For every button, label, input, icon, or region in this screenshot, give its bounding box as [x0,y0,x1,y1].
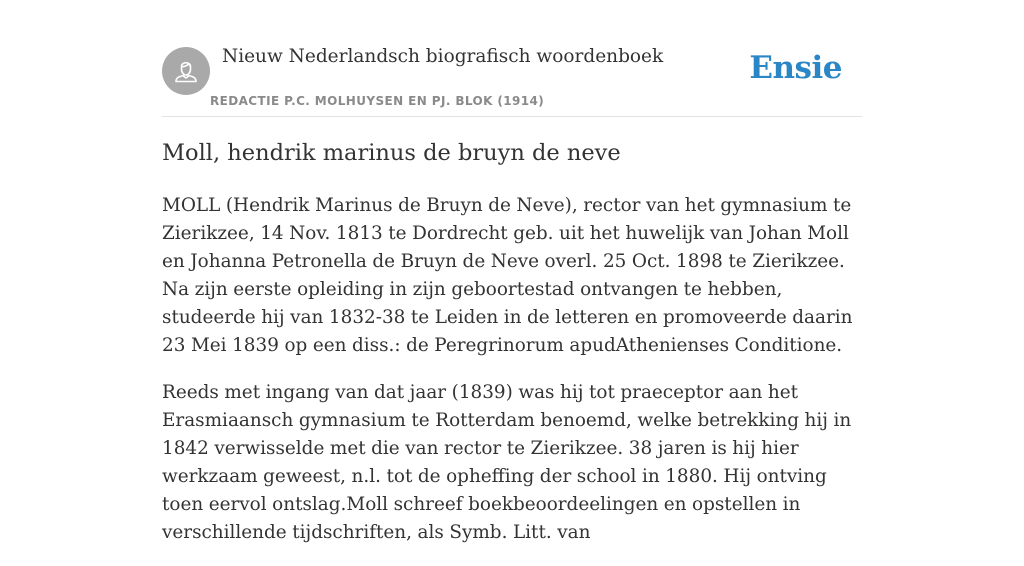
source-avatar[interactable] [162,47,210,95]
source-header [162,0,862,117]
entry-paragraph: Reeds met ingang van dat jaar (1839) was hij tot praeceptor aan het Erasmiaansch gymnasium te Rotterdam benoemd, welke betrekking hij in 1842 verwisselde met die van rector te Zierikzee. 38 jaren is hij hier werkzaam geweest, n.l. tot de opheffing der school in 1880. Hij ontving toen eervol ontslag.Moll schreef boekbeoordeelingen en opstellen in verschillende tijdschriften, als Symb. Litt. van [162,382,852,543]
entry-title: Moll, hendrik marinus de bruyn de neve [162,140,621,166]
entry-paragraph: MOLL (Hendrik Marinus de Bruyn de Neve), rector van het gymnasium te Zierikzee, 14 Nov. 1813 te Dordrecht geb. uit het huwelijk van Johan Moll en Johanna Petronella de Bruyn de Neve overl. 25 Oct. 1898 te Zierikzee. Na zijn eerste opleiding in zijn geboortestad ontvangen te hebben, studeerde hij van 1832-38 te Leiden in de letteren en promoveerde daarin 23 Mei 1839 op een diss.: de Peregrinorum apudAthenienses Conditione. [162,195,853,356]
person-icon [162,47,210,95]
ensie-logo[interactable]: Ensie [749,50,842,86]
source-title[interactable]: Nieuw Nederlandsch biografisch woordenboek [222,46,664,67]
source-editors: REDACTIE P.C. MOLHUYSEN EN PJ. BLOK (1914) [210,94,545,108]
page [162,0,862,543]
entry-body [162,192,862,566]
